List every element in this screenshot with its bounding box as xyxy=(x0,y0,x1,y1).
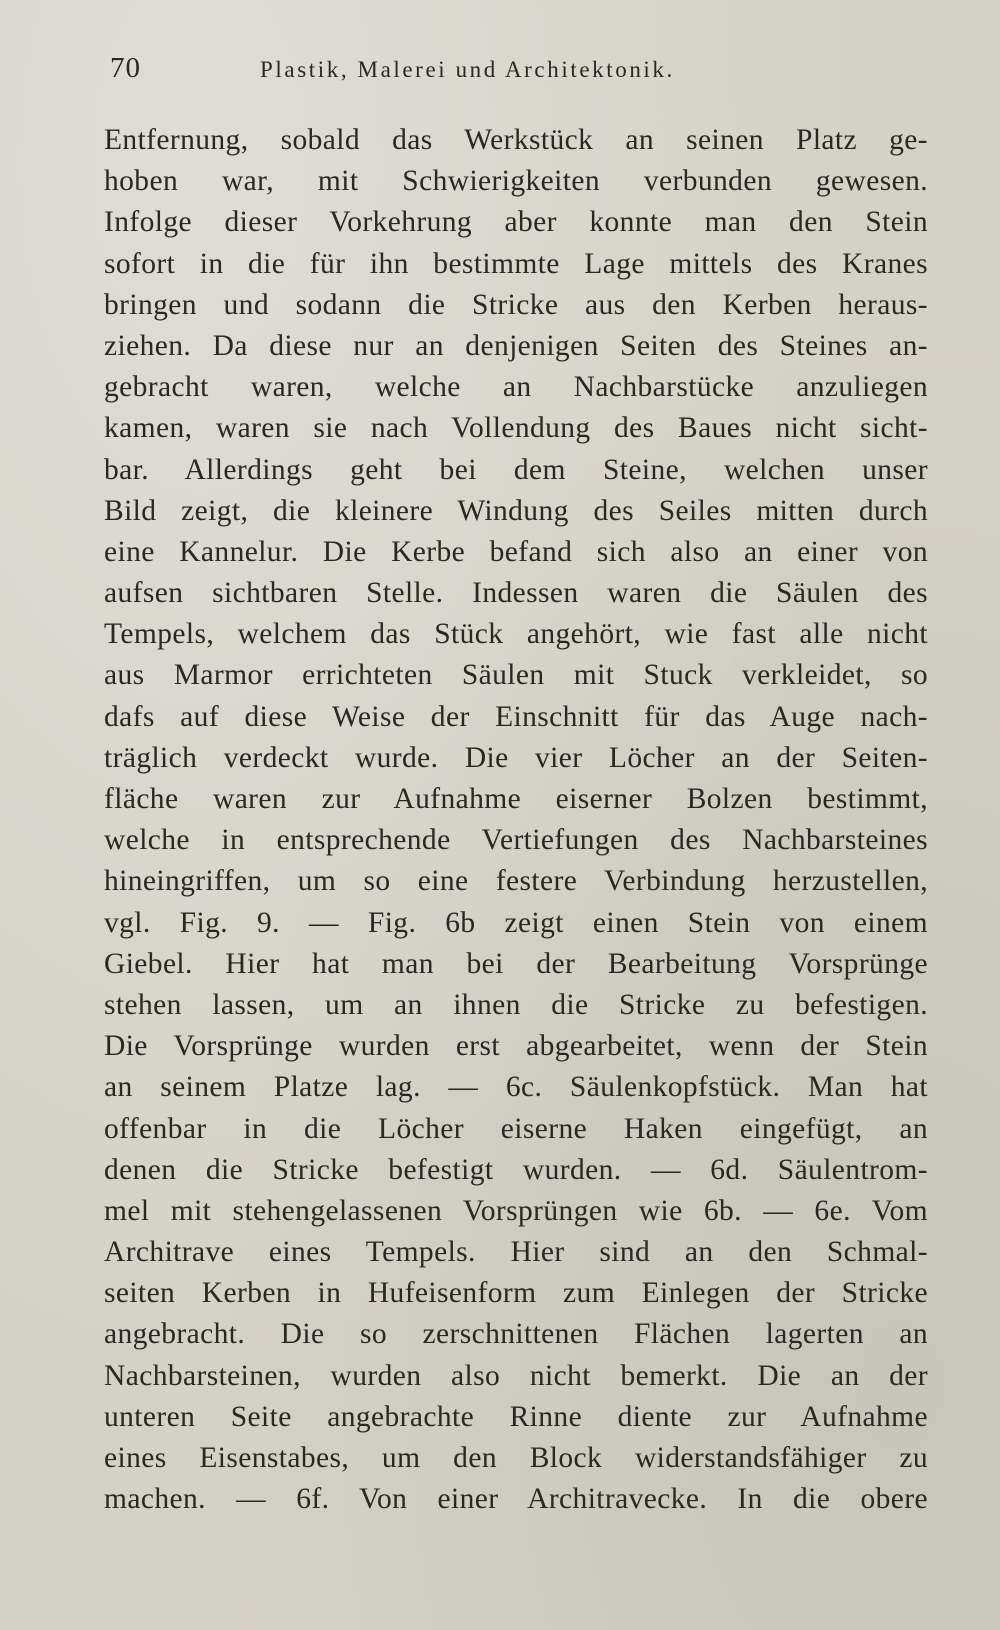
text-line: offenbar in die Löcher eiserne Haken eingefügt, an xyxy=(104,1112,928,1145)
text-line: träglich verdeckt wurde. Die vier Löcher an der Seiten- xyxy=(104,741,928,774)
page-number: 70 xyxy=(110,52,141,84)
text-line: sofort in die für ihn bestimmte Lage mittels des Kranes xyxy=(104,247,928,280)
text-line: denen die Stricke befestigt wurden. — 6d. Säulentrom- xyxy=(104,1153,928,1186)
text-line: bar. Allerdings geht bei dem Steine, welchen unser xyxy=(104,453,928,486)
text-line: vgl. Fig. 9. — Fig. 6b zeigt einen Stein von einem xyxy=(104,906,928,939)
text-line: Die Vorsprünge wurden erst abgearbeitet, wenn der Stein xyxy=(104,1030,928,1063)
running-title: Plastik, Malerei und Architektonik. xyxy=(260,57,675,82)
text-line: aufsen sichtbaren Stelle. Indessen waren die Säulen des xyxy=(104,577,928,610)
running-head xyxy=(110,52,790,92)
text-line: seiten Kerben in Hufeisenform zum Einlegen der Stricke xyxy=(104,1277,928,1310)
text-line: machen. — 6f. Von einer Architravecke. In die obere xyxy=(104,1483,928,1516)
text-line: eine Kannelur. Die Kerbe befand sich also an einer von xyxy=(104,535,928,568)
text-line: hoben war, mit Schwierigkeiten verbunden gewesen. xyxy=(104,165,928,198)
text-line: Bild zeigt, die kleinere Windung des Seiles mitten durch xyxy=(104,494,928,527)
text-line: Architrave eines Tempels. Hier sind an den Schmal- xyxy=(104,1236,928,1269)
text-line: fläche waren zur Aufnahme eiserner Bolzen bestimmt, xyxy=(104,783,928,815)
text-line: Tempels, welchem das Stück angehört, wie fast alle nicht xyxy=(104,618,928,651)
text-line: kamen, waren sie nach Vollendung des Baues nicht sicht- xyxy=(104,412,928,445)
text-line: aus Marmor errichteten Säulen mit Stuck verkleidet, so xyxy=(104,659,928,692)
text-line: Entfernung, sobald das Werkstück an seinen Platz ge- xyxy=(104,124,928,156)
text-line: hineingriffen, um so eine festere Verbindung herzustellen, xyxy=(104,865,928,898)
text-line: Nachbarsteinen, wurden also nicht bemerkt. Die an der xyxy=(104,1359,928,1392)
text-line: mel mit stehengelassenen Vorsprüngen wie 6b. — 6e. Vom xyxy=(104,1194,928,1227)
text-line: stehen lassen, um an ihnen die Stricke zu befestigen. xyxy=(104,988,928,1021)
text-line: Infolge dieser Vorkehrung aber konnte man den Stein xyxy=(104,206,928,239)
text-line: bringen und sodann die Stricke aus den Kerben heraus- xyxy=(104,288,928,321)
text-line: ziehen. Da diese nur an denjenigen Seiten des Steines an- xyxy=(104,329,928,362)
text-line: angebracht. Die so zerschnittenen Flächen lagerten an xyxy=(104,1318,928,1351)
text-line: dafs auf diese Weise der Einschnitt für das Auge nach- xyxy=(104,700,928,733)
text-line: gebracht waren, welche an Nachbarstücke anzuliegen xyxy=(104,371,928,404)
body-text xyxy=(104,120,928,1520)
text-line: Giebel. Hier hat man bei der Bearbeitung Vorsprünge xyxy=(104,947,928,980)
text-line: an seinem Platze lag. — 6c. Säulenkopfstück. Man hat xyxy=(104,1071,928,1104)
text-line: welche in entsprechende Vertiefungen des Nachbarsteines xyxy=(104,824,928,857)
text-line: unteren Seite angebrachte Rinne diente zur Aufnahme xyxy=(104,1400,928,1433)
text-line: eines Eisenstabes, um den Block widerstandsfähiger zu xyxy=(104,1442,928,1474)
